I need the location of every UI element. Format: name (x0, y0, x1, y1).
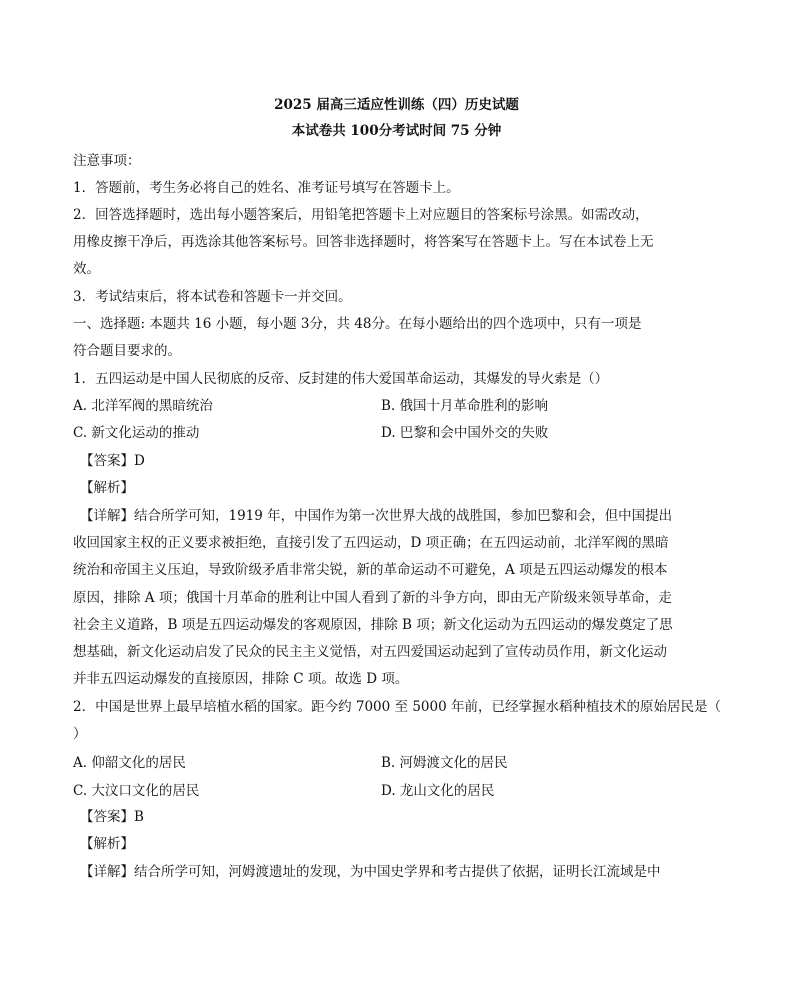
question-1-option-a: A. 北洋军阀的黑暗统治 (73, 398, 213, 414)
question-1-detail-line: 统治和帝国主义压迫，导致阶级矛盾非常尖锐，新的革命运动不可避免，A 项是五四运动爆发的根本 (73, 562, 668, 578)
page-subtitle: 本试卷共 100分考试时间 75 分钟 (291, 123, 502, 139)
question-1-detail-line: 并非五四运动爆发的直接原因，排除 C 项。故选 D 项。 (73, 671, 409, 687)
question-1-option-b: B. 俄国十月革命胜利的影响 (381, 398, 549, 414)
notice-item-3: 3．考试结束后，将本试卷和答题卡一并交回。 (73, 289, 352, 305)
question-2-option-a: A. 仰韶文化的居民 (73, 755, 186, 771)
notice-heading: 注意事项： (73, 153, 141, 169)
question-1-detail-line: 想基础，新文化运动启发了民众的民主主义觉悟，对五四爱国运动起到了宣传动员作用，新文化运动 (73, 644, 667, 660)
notice-item-1: 1．答题前，考生务必将自己的姓名、准考证号填写在答题卡上。 (73, 180, 460, 196)
question-2-option-c: C. 大汶口文化的居民 (73, 783, 200, 799)
notice-item-2-line-2: 用橡皮擦干净后，再选涂其他答案标号。回答非选择题时，将答案写在答题卡上。写在本试卷上无 (73, 234, 654, 250)
question-2-option-b: B. 河姆渡文化的居民 (381, 755, 508, 771)
question-1-analysis-label: 【解析】 (80, 480, 134, 496)
notice-item-2-line-3: 效。 (73, 261, 100, 277)
question-1-detail-line: 收回国家主权的正义要求被拒绝，直接引发了五四运动，D 项正确；在五四运动前，北洋军阀的黑暗 (73, 535, 669, 551)
section-heading-line-1: 一、选择题: 本题共 16 小题，每小题 3分，共 48分。在每小题给出的四个选项中，只有一项是 (73, 316, 642, 332)
question-2-stem-line-1: 2．中国是世界上最早培植水稻的国家。距今约 7000 至 5000 年前，已经掌握水稻种植技术的原始居民是（ (73, 699, 721, 715)
question-2-stem-line-2: ） (73, 726, 87, 742)
question-1-detail-line: 原因，排除 A 项；俄国十月革命的胜利让中国人看到了新的斗争方向，即由无产阶级来领导革命，走 (73, 590, 672, 606)
section-heading-line-2: 符合题目要求的。 (73, 343, 181, 359)
page-title: 2025 届高三适应性训练（四）历史试题 (274, 97, 519, 113)
question-1-detail-line: 社会主义道路，B 项是五四运动爆发的客观原因，排除 B 项；新文化运动为五四运动的爆发奠定了思 (73, 617, 673, 633)
question-1-option-c: C. 新文化运动的推动 (73, 425, 200, 441)
question-1-stem: 1．五四运动是中国人民彻底的反帝、反封建的伟大爱国革命运动，其爆发的导火索是（） (73, 371, 609, 387)
question-2-option-d: D. 龙山文化的居民 (381, 783, 495, 799)
question-2-detail-line: 【详解】结合所学可知，河姆渡遗址的发现，为中国史学界和考古提供了依据，证明长江流域是中 (80, 864, 661, 880)
question-2-analysis-label: 【解析】 (80, 836, 134, 852)
question-1-detail-line: 【详解】结合所学可知，1919 年，中国作为第一次世界大战的战胜国，参加巴黎和会，但中国提出 (80, 508, 673, 524)
notice-item-2-line-1: 2．回答选择题时，选出每小题答案后，用铅笔把答题卡上对应题目的答案标号涂黑。如需改动， (73, 207, 649, 223)
question-1-option-d: D. 巴黎和会中国外交的失败 (381, 425, 549, 441)
question-2-answer: 【答案】B (80, 809, 144, 825)
question-1-answer: 【答案】D (80, 453, 145, 469)
